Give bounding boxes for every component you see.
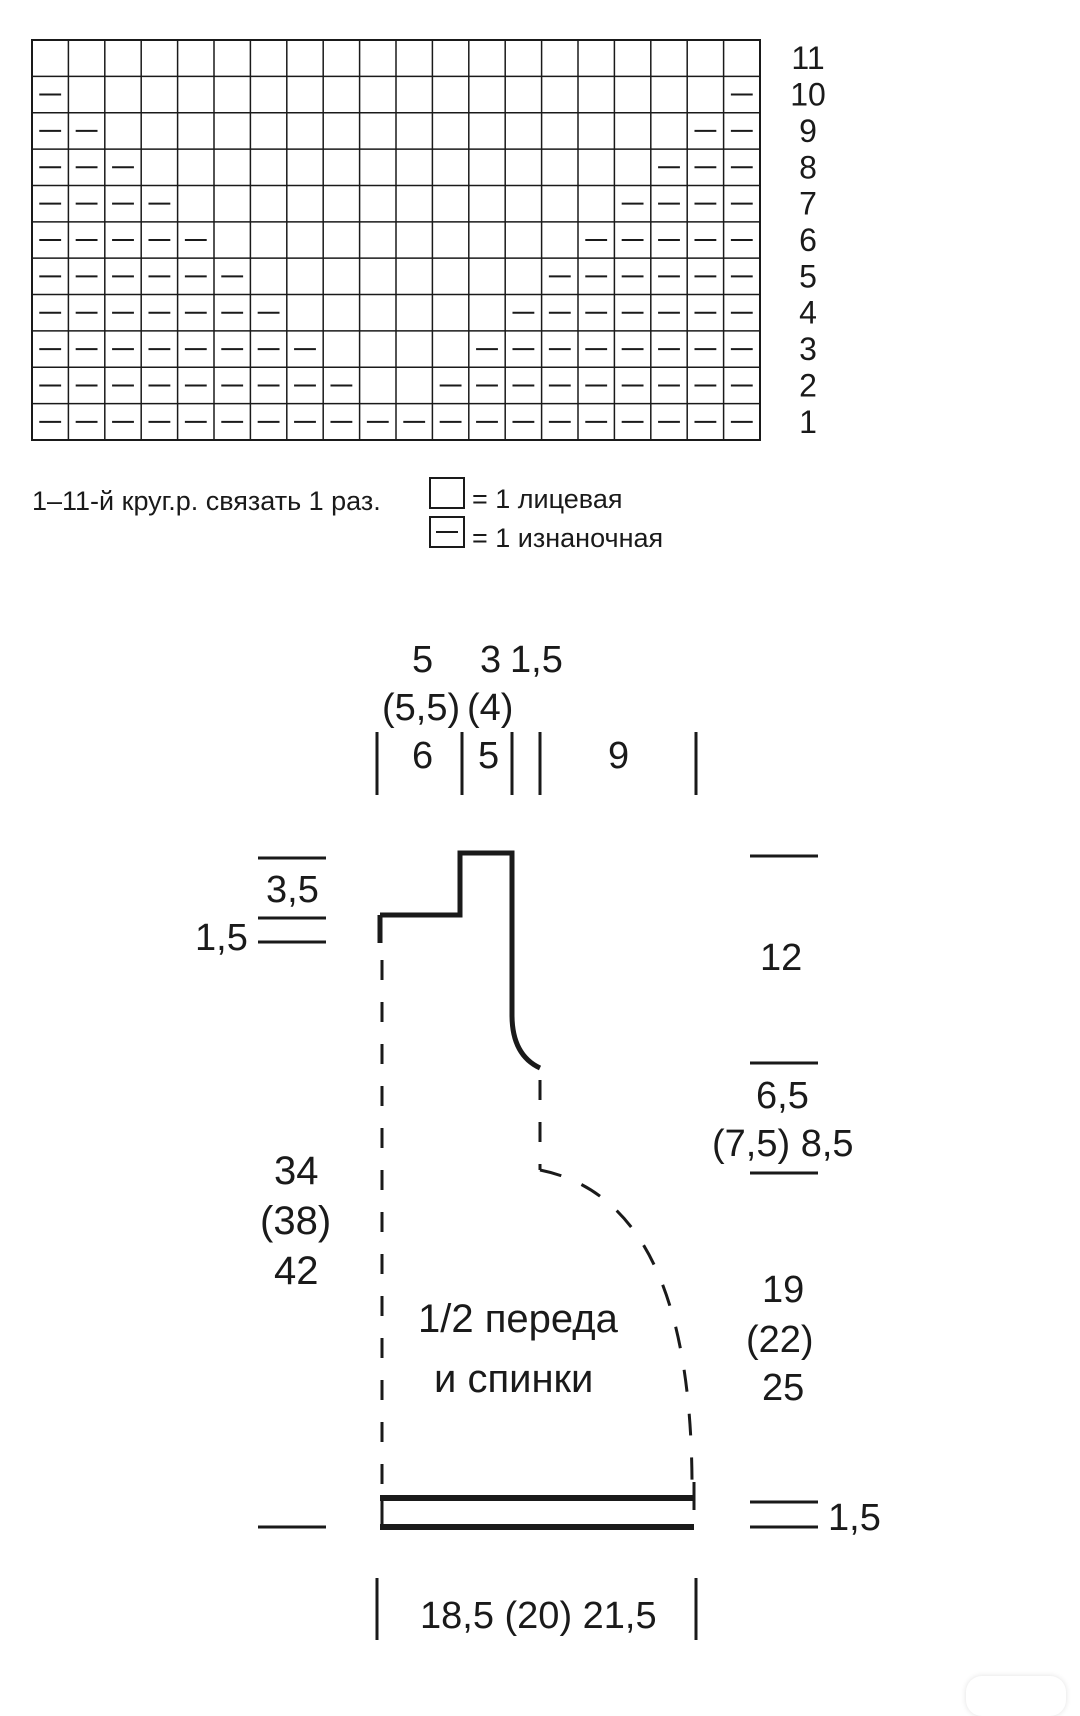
legend-knit-text: = 1 лицевая <box>472 484 623 514</box>
right-measurements <box>712 856 881 1539</box>
legend <box>32 478 663 553</box>
top-label-a2: (5,5) <box>382 687 461 729</box>
legend-repeat-text: 1–11-й круг.р. связать 1 раз. <box>32 486 381 516</box>
shoulder-step-label: 1,5 <box>195 917 248 959</box>
side-label-3: 25 <box>762 1367 805 1409</box>
height-label-3: 42 <box>274 1249 319 1293</box>
top-measurements <box>377 639 696 795</box>
row-number: 4 <box>799 294 817 331</box>
garment-outline <box>380 853 694 1530</box>
top-label-b: 3 <box>480 639 502 681</box>
top-label-a3: 6 <box>412 735 434 777</box>
row-number-labels <box>790 40 826 440</box>
hem-label: 1,5 <box>828 1497 881 1539</box>
top-label-a: 5 <box>412 639 434 681</box>
piece-label-line-1: 1/2 переда <box>418 1297 618 1341</box>
row-number: 6 <box>799 222 817 258</box>
row-number: 11 <box>791 40 825 77</box>
row-number: 5 <box>799 258 817 295</box>
piece-label-line-2: и спинки <box>434 1357 594 1401</box>
row-number: 8 <box>799 149 817 186</box>
row-number: 2 <box>799 367 817 404</box>
row-number: 10 <box>790 76 826 113</box>
armhole-label-1: 6,5 <box>756 1075 809 1117</box>
shoulder-neck-edge <box>380 853 540 1068</box>
width-label: 18,5 (20) 21,5 <box>420 1595 657 1637</box>
knit-symbol-icon <box>430 478 464 508</box>
armhole-label-2: (7,5) 8,5 <box>712 1123 854 1165</box>
neck-depth-label: 12 <box>760 937 803 979</box>
stitch-chart <box>32 40 760 440</box>
height-label-2: (38) <box>260 1199 332 1243</box>
top-label-b2: (4) <box>467 687 514 729</box>
corner-overlay <box>966 1676 1066 1716</box>
top-label-c: 1,5 <box>510 639 563 681</box>
left-measurements <box>195 858 331 1527</box>
row-number: 3 <box>799 331 817 368</box>
piece-label <box>418 1297 619 1401</box>
row-number: 7 <box>799 185 817 222</box>
side-label-1: 19 <box>762 1269 805 1311</box>
bottom-measurement <box>377 1578 696 1640</box>
top-label-b3: 5 <box>478 735 500 777</box>
side-label-2: (22) <box>746 1319 814 1361</box>
shoulder-label: 3,5 <box>266 869 319 911</box>
top-label-d: 9 <box>608 735 630 777</box>
row-number: 9 <box>799 112 817 149</box>
height-label-1: 34 <box>274 1149 319 1193</box>
legend-purl-text: = 1 изнаночная <box>472 523 664 553</box>
row-number: 1 <box>799 403 817 440</box>
